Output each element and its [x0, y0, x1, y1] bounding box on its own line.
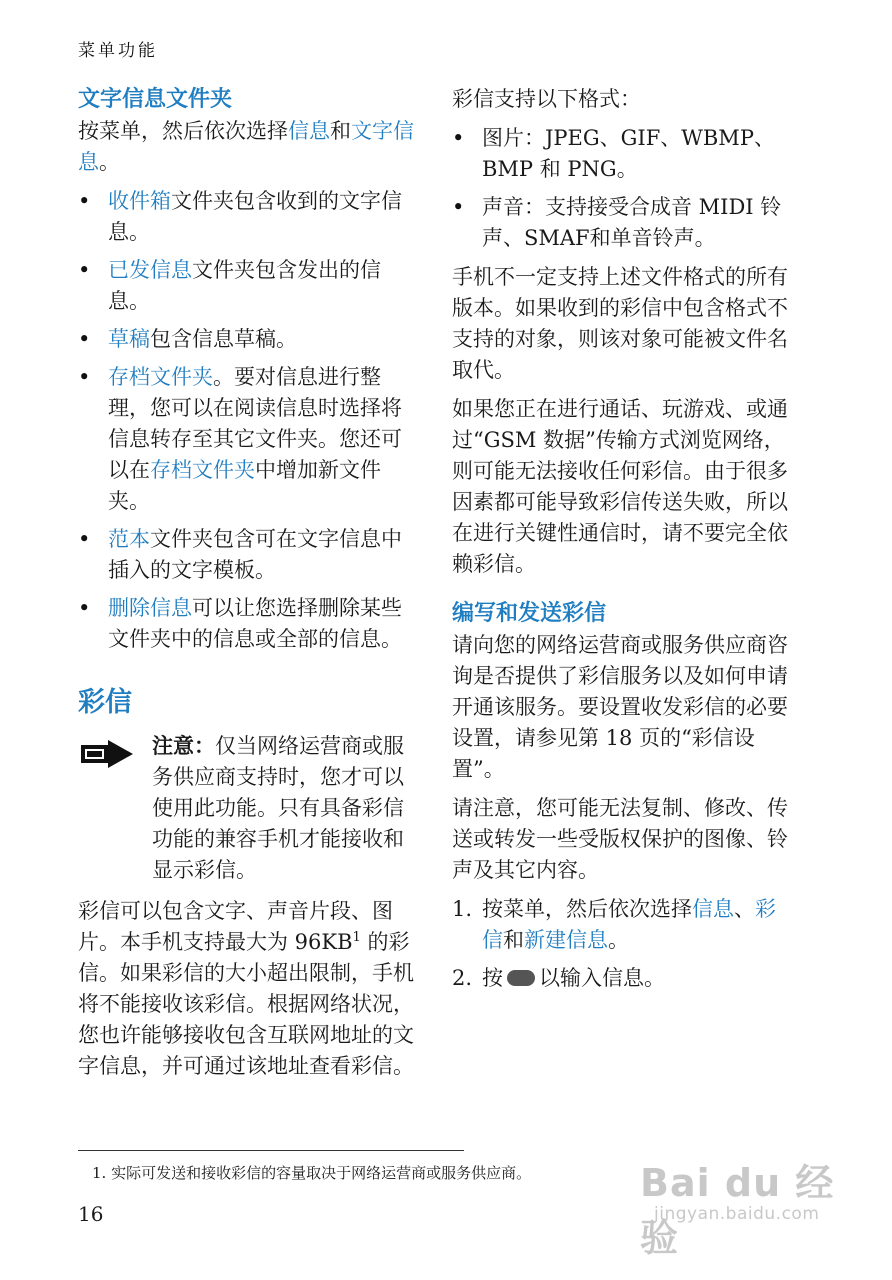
menu-link-inbox: 收件箱 [108, 189, 171, 213]
section-heading-text-folder: 文字信息文件夹 [78, 87, 233, 112]
section-heading-mms: 彩信 [78, 687, 132, 718]
footnote-text: 实际可发送和接收彩信的容量取决于网络运营商或服务供应商。 [111, 1164, 532, 1182]
copyright-paragraph: 请注意，您可能无法复制、修改、传送或转发一些受版权保护的图像、铃声及其它内容。 [452, 796, 788, 882]
watermark [640, 1142, 840, 1260]
list-item-text: 。要对信息进行整理，您可以在阅读信息时选择将信息转存至其它文件夹。您还可以在 [108, 365, 402, 482]
note-text: 仅当网络运营商或服务供应商支持时，您才可以使用此功能。只有具备彩信功能的兼容手机才能接收和显示彩信。 [152, 734, 404, 882]
footnote-rule [78, 1150, 464, 1151]
note-hand-icon [78, 739, 136, 769]
left-column [78, 84, 418, 1090]
step-number: 2. [452, 966, 473, 990]
list-item-text: 可以让您选择删除某些文件夹中的信息或全部的信息。 [108, 596, 402, 651]
menu-link-drafts: 草稿 [108, 327, 150, 351]
list-item [78, 362, 418, 517]
list-item [78, 186, 418, 248]
menu-link-messages: 信息 [692, 897, 734, 921]
list-item-text: 文件夹包含可在文字信息中插入的文字模板。 [108, 527, 402, 582]
compose-steps [452, 894, 792, 994]
menu-link-archive: 存档文件夹 [150, 458, 255, 482]
step-text: 按 [482, 966, 503, 990]
gsm-data-paragraph: 如果您正在进行通话、玩游戏、或通过“GSM 数据”传输方式浏览网络，则可能无法接收任何彩信。由于很多因素都可能导致彩信传送失败，所以在进行关键性通信时，请不要完全依赖彩信。 [452, 397, 788, 576]
list-item [78, 593, 418, 655]
list-item: • 图片：JPEG、GIF、WBMP、BMP 和 PNG。 [452, 123, 792, 185]
menu-link-messages: 信息 [288, 119, 330, 143]
step-item [452, 963, 792, 994]
footnote [92, 1162, 531, 1184]
footnote-marker: 1 [352, 930, 361, 945]
menu-link-sent: 已发信息 [108, 258, 192, 282]
menu-link-delete-messages: 删除信息 [108, 596, 192, 620]
formats-intro: 彩信支持以下格式： [452, 87, 641, 111]
text-folder-intro [78, 116, 418, 178]
list-item-text: 中增加新文件夹。 [108, 458, 381, 513]
step-text: 。 [608, 928, 629, 952]
step-text: 和 [503, 928, 524, 952]
note-label: 注意： [152, 734, 215, 758]
right-column [452, 84, 792, 1001]
compose-paragraph: 请向您的网络运营商或服务供应商咨询是否提供了彩信服务以及如何申请开通该服务。要设置收发彩信的必要设置，请参见第 18 页的“彩信设置”。 [452, 633, 788, 781]
list-item-text: 包含信息草稿。 [150, 327, 297, 351]
text-folder-list [78, 186, 418, 655]
formats-note-paragraph: 手机不一定支持上述文件格式的所有版本。如果收到的彩信中包含格式不支持的对象，则该对象可能被文件名取代。 [452, 265, 788, 382]
section-heading-compose-mms: 编写和发送彩信 [452, 601, 607, 626]
list-item-text: 文件夹包含收到的文字信息。 [108, 189, 402, 244]
list-item [78, 524, 418, 586]
step-text: 以输入信息。 [539, 966, 665, 990]
watermark-url: jingyan.baidu.com [654, 1204, 820, 1224]
intro-text: 。 [99, 150, 120, 174]
selection-key-icon [507, 970, 535, 986]
mms-paragraph-text: 彩信可以包含文字、声音片段、图片。本手机支持最大为 96KB [78, 899, 393, 954]
list-item: • 声音：支持接受合成音 MIDI 铃声、SMAF和单音铃声。 [452, 192, 792, 254]
note-block [78, 731, 418, 886]
step-text: 按菜单，然后依次选择 [482, 897, 692, 921]
page-number: 16 [78, 1202, 104, 1226]
menu-link-archive: 存档文件夹 [108, 365, 213, 389]
list-item [78, 324, 418, 355]
menu-link-new-message: 新建信息 [524, 928, 608, 952]
formats-list [452, 123, 792, 254]
intro-text: 和 [330, 119, 351, 143]
mms-paragraph [78, 896, 418, 1082]
step-text: 、 [734, 897, 755, 921]
step-item [452, 894, 792, 956]
footnote-number: 1. [92, 1164, 107, 1182]
menu-link-text-messages: 文字信息 [78, 119, 414, 174]
list-item-text: 文件夹包含发出的信息。 [108, 258, 381, 313]
menu-link-mms: 彩信 [482, 897, 776, 952]
list-item [78, 255, 418, 317]
menu-link-templates: 范本 [108, 527, 150, 551]
watermark-logo: Bai du 经验 [640, 1161, 835, 1260]
intro-text: 按菜单，然后依次选择 [78, 119, 288, 143]
running-header: 菜单功能 [78, 41, 158, 61]
mms-paragraph-text: 的彩信。如果彩信的大小超出限制，手机将不能接收该彩信。根据网络状况，您也许能够接收包含互联网地址的文字信息，并可通过该地址查看彩信。 [78, 930, 414, 1078]
step-number: 1. [452, 897, 473, 921]
